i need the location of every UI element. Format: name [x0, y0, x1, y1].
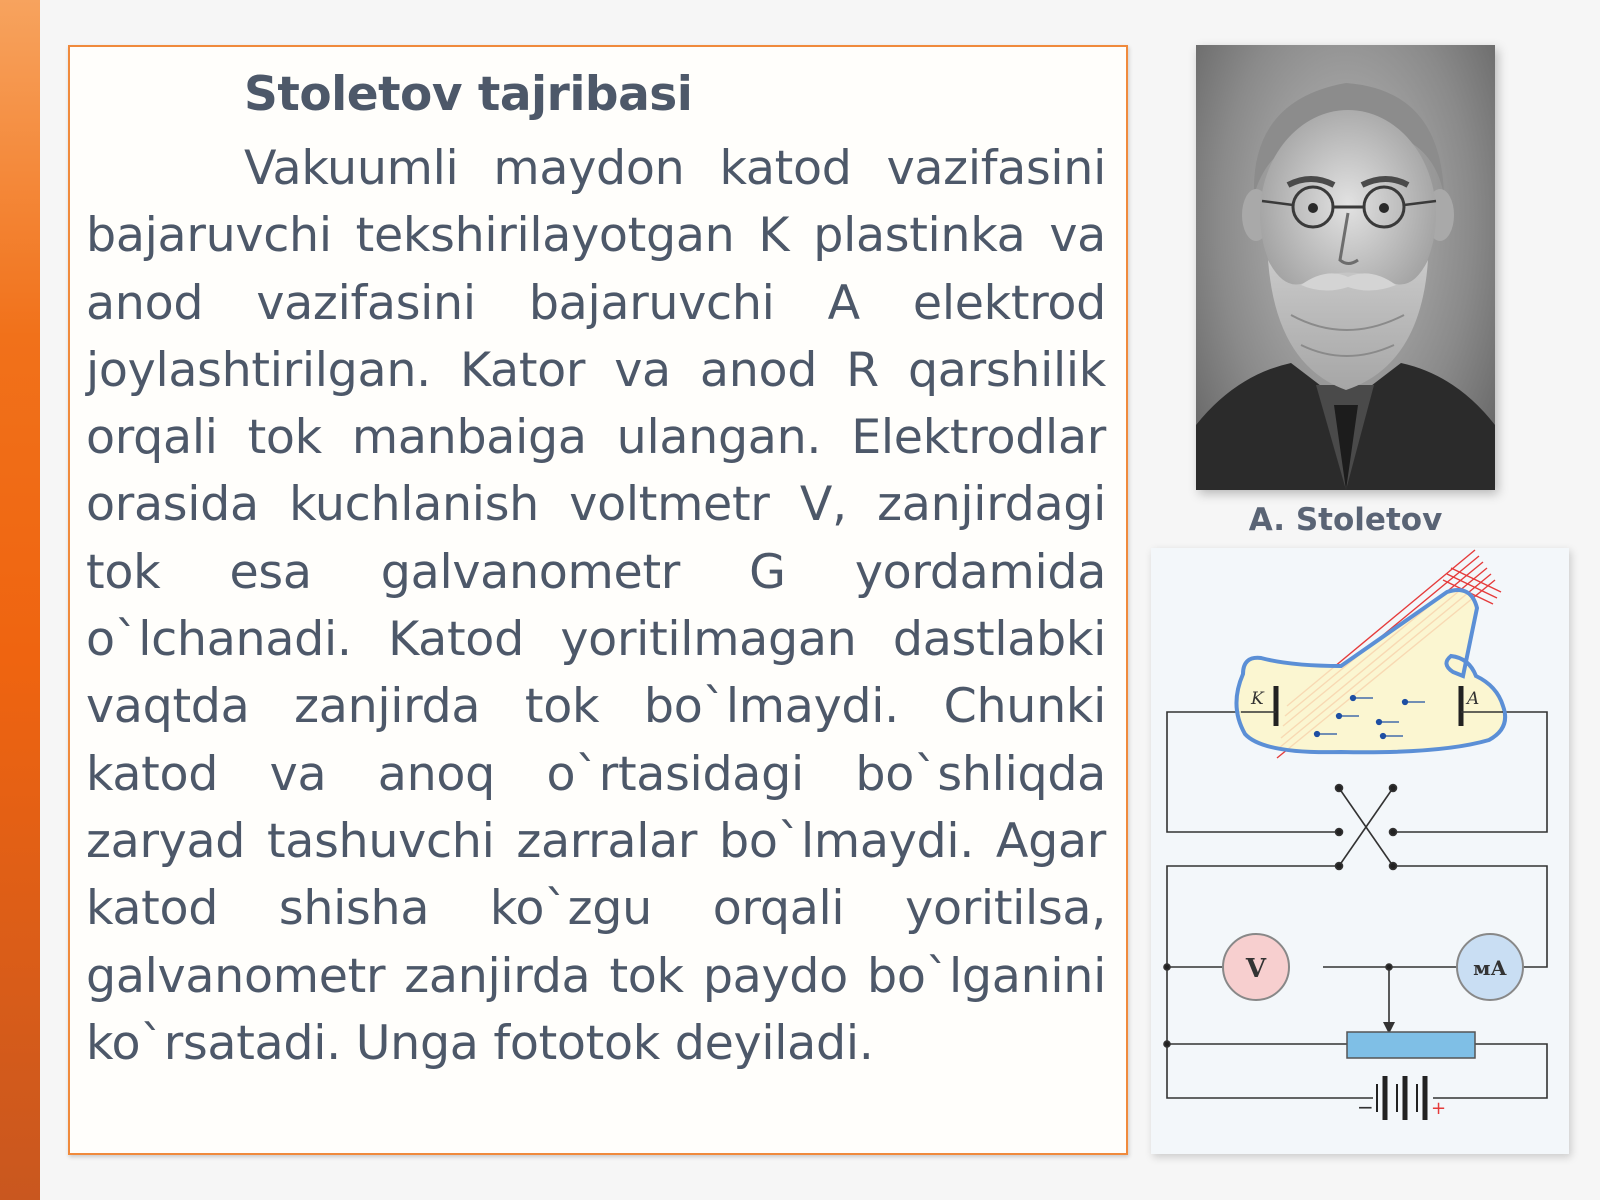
text-box [68, 45, 1128, 1155]
slide-title: Stoletov tajribasi [244, 67, 693, 122]
vacuum-tube [1236, 590, 1505, 752]
rheostat [1347, 1032, 1475, 1058]
stoletov-portrait [1196, 45, 1495, 490]
cathode-label: K [1251, 689, 1264, 709]
battery-plus-sign: + [1431, 1098, 1447, 1119]
accent-bar [0, 0, 40, 1200]
voltmeter-label: V [1245, 954, 1267, 984]
anode-label: A [1467, 689, 1480, 709]
milliammeter-label: мА [1473, 956, 1507, 980]
battery [1377, 1076, 1425, 1120]
portrait-illustration [1196, 45, 1495, 490]
reversing-switch [1164, 785, 1397, 1048]
slide-body-text: Vakuumli maydon katod vazifasini bajaruvchi tekshirilayotgan K plastinka va anod vazifasini bajaruvchi A elektrod joylashtirilgan. Kator va anod R qarshilik orqali tok manbaiga ulangan. Elektrodlar orasida kuchlanish voltmetr V, zanjirdagi tok esa galvanometr G yordamida o`lchanadi. Katod yoritilmagan dastlabki vaqtda zanjirda tok bo`lmaydi. Chunki katod va anoq o`rtasidagi bo`shliqda zaryad tashuvchi zarralar bo`lmaydi. Agar katod shisha ko`zgu orqali yoritilsa, galvanometr zanjirda tok paydo bo`lganini ko`rsatadi. Unga fototok deyiladi. [86, 141, 1106, 1071]
battery-minus-sign: − [1357, 1095, 1374, 1119]
circuit-diagram [1151, 548, 1569, 1154]
portrait-caption: A. Stoletov [1248, 502, 1443, 538]
circuit-diagram-panel [1151, 548, 1569, 1154]
